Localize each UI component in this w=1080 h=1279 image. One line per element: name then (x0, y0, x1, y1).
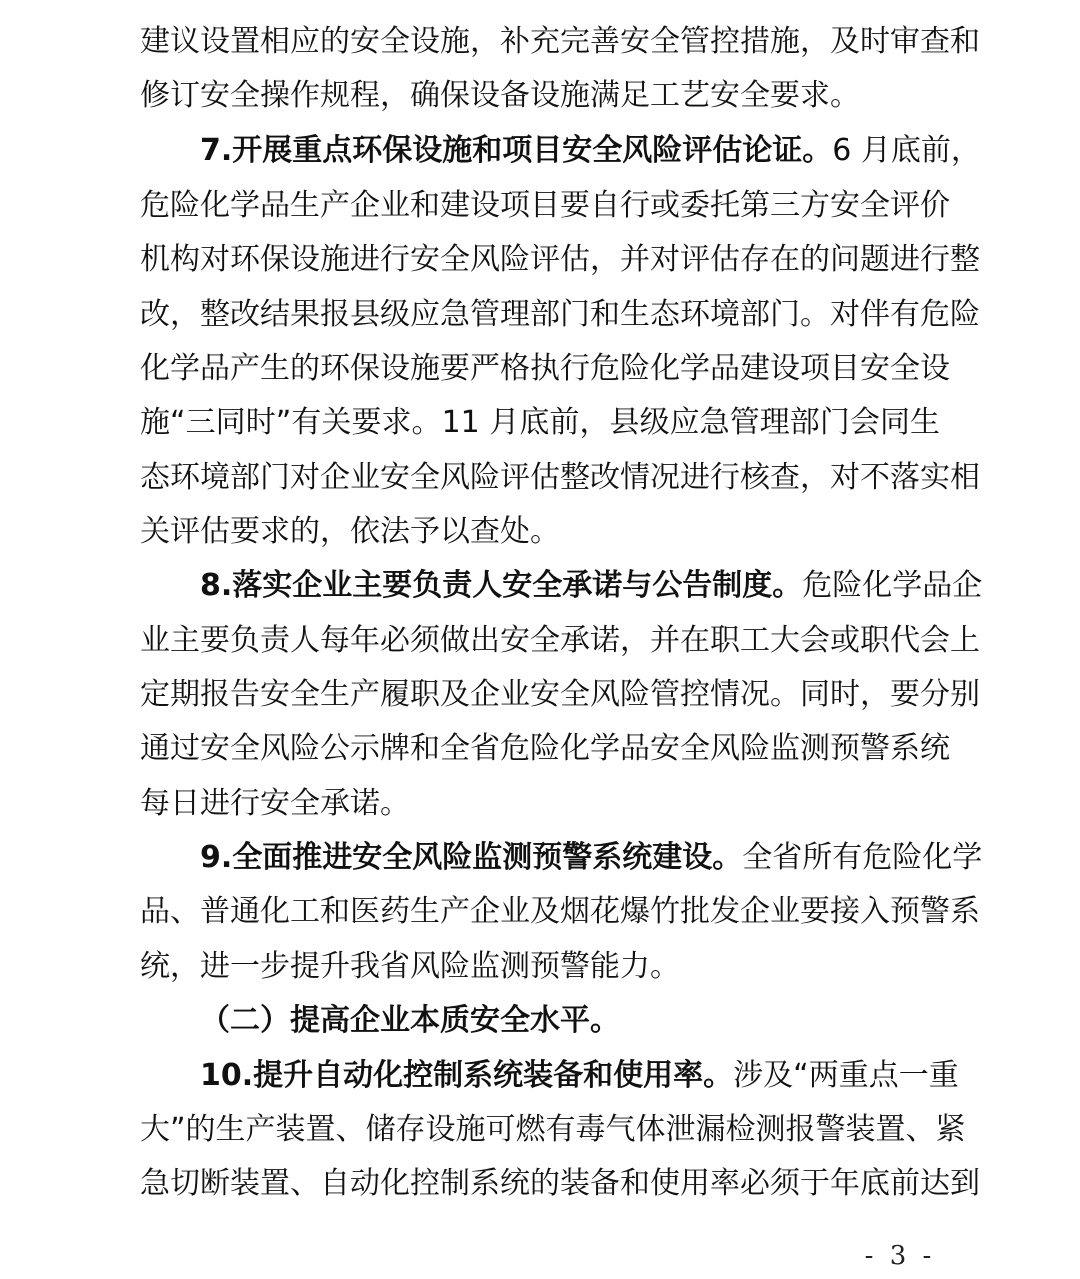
section-10-heading: 10.提升自动化控制系统装备和使用率。 (200, 1058, 734, 1093)
section-8-heading-line (200, 559, 983, 613)
page-number: - 3 - (864, 1241, 936, 1271)
text-line (140, 233, 980, 287)
text-line (140, 505, 940, 559)
line-text: 通过安全风险公示牌和全省危险化学品安全风险监测预警系统 (140, 731, 950, 766)
text-line (140, 722, 950, 776)
line-text: 业主要负责人每年必须做出安全承诺，并在职工大会或职代会上 (140, 623, 980, 658)
line-text: 关评估要求的，依法予以查处。 (140, 514, 560, 549)
line-text: 修订安全操作规程，确保设备设施满足工艺安全要求。 (140, 78, 860, 113)
line-text: 施“三同时”有关要求。11 月底前，县级应急管理部门会同生 (140, 405, 940, 440)
subsection-2-heading: （二）提高企业本质安全水平。 (200, 1003, 620, 1038)
text-line (140, 1157, 980, 1211)
section-9-heading-line (200, 831, 983, 885)
line-text: 涉及“两重点一重 (733, 1058, 959, 1093)
line-text: 品、普通化工和医药生产企业及烟花爆竹批发企业要接入预警系 (140, 894, 980, 929)
line-text: 统，进一步提升我省风险监测预警能力。 (140, 949, 680, 984)
line-text: 大”的生产装置、储存设施可燃有毒气体泄漏检测报警装置、紧 (140, 1112, 966, 1147)
text-line (140, 15, 980, 69)
section-8-heading: 8.落实企业主要负责人安全承诺与公告制度。 (200, 568, 803, 603)
text-line (140, 179, 950, 233)
line-text: 机构对环保设施进行安全风险评估，并对评估存在的问题进行整 (140, 242, 980, 277)
text-line (140, 885, 980, 939)
text-line (140, 1103, 966, 1157)
line-text: 每日进行安全承诺。 (140, 786, 410, 821)
section-9-heading: 9.全面推进安全风险监测预警系统建设。 (200, 840, 743, 875)
section-7-heading: 7.开展重点环保设施和项目安全风险评估论证。 (200, 133, 833, 168)
line-text: 全省所有危险化学 (742, 840, 983, 875)
line-text: 6 月底前， (832, 133, 981, 168)
line-text: 改，整改结果报县级应急管理部门和生态环境部门。对伴有危险 (140, 297, 980, 332)
text-line (140, 614, 980, 668)
text-line (140, 940, 940, 994)
subsection-2-heading-line (200, 994, 940, 1048)
text-line (140, 396, 940, 450)
line-text: 危险化学品生产企业和建设项目要自行或委托第三方安全评价 (140, 188, 950, 223)
line-text: 定期报告安全生产履职及企业安全风险管控情况。同时，要分别 (140, 677, 980, 712)
text-line (140, 451, 980, 505)
line-text: 化学品产生的环保设施要严格执行危险化学品建设项目安全设 (140, 351, 950, 386)
line-text: 态环境部门对企业安全风险评估整改情况进行核查，对不落实相 (140, 460, 980, 495)
text-line (140, 288, 980, 342)
text-line (140, 777, 940, 831)
text-line (140, 668, 980, 722)
text-line (140, 69, 940, 123)
section-7-heading-line (200, 124, 981, 178)
section-10-heading-line (200, 1049, 959, 1103)
line-text: 急切断装置、自动化控制系统的装备和使用率必须于年底前达到 (140, 1166, 980, 1201)
text-line (140, 342, 950, 396)
line-text: 危险化学品企 (802, 568, 983, 603)
line-text: 建议设置相应的安全设施，补充完善安全管控措施，及时审查和 (140, 24, 980, 59)
